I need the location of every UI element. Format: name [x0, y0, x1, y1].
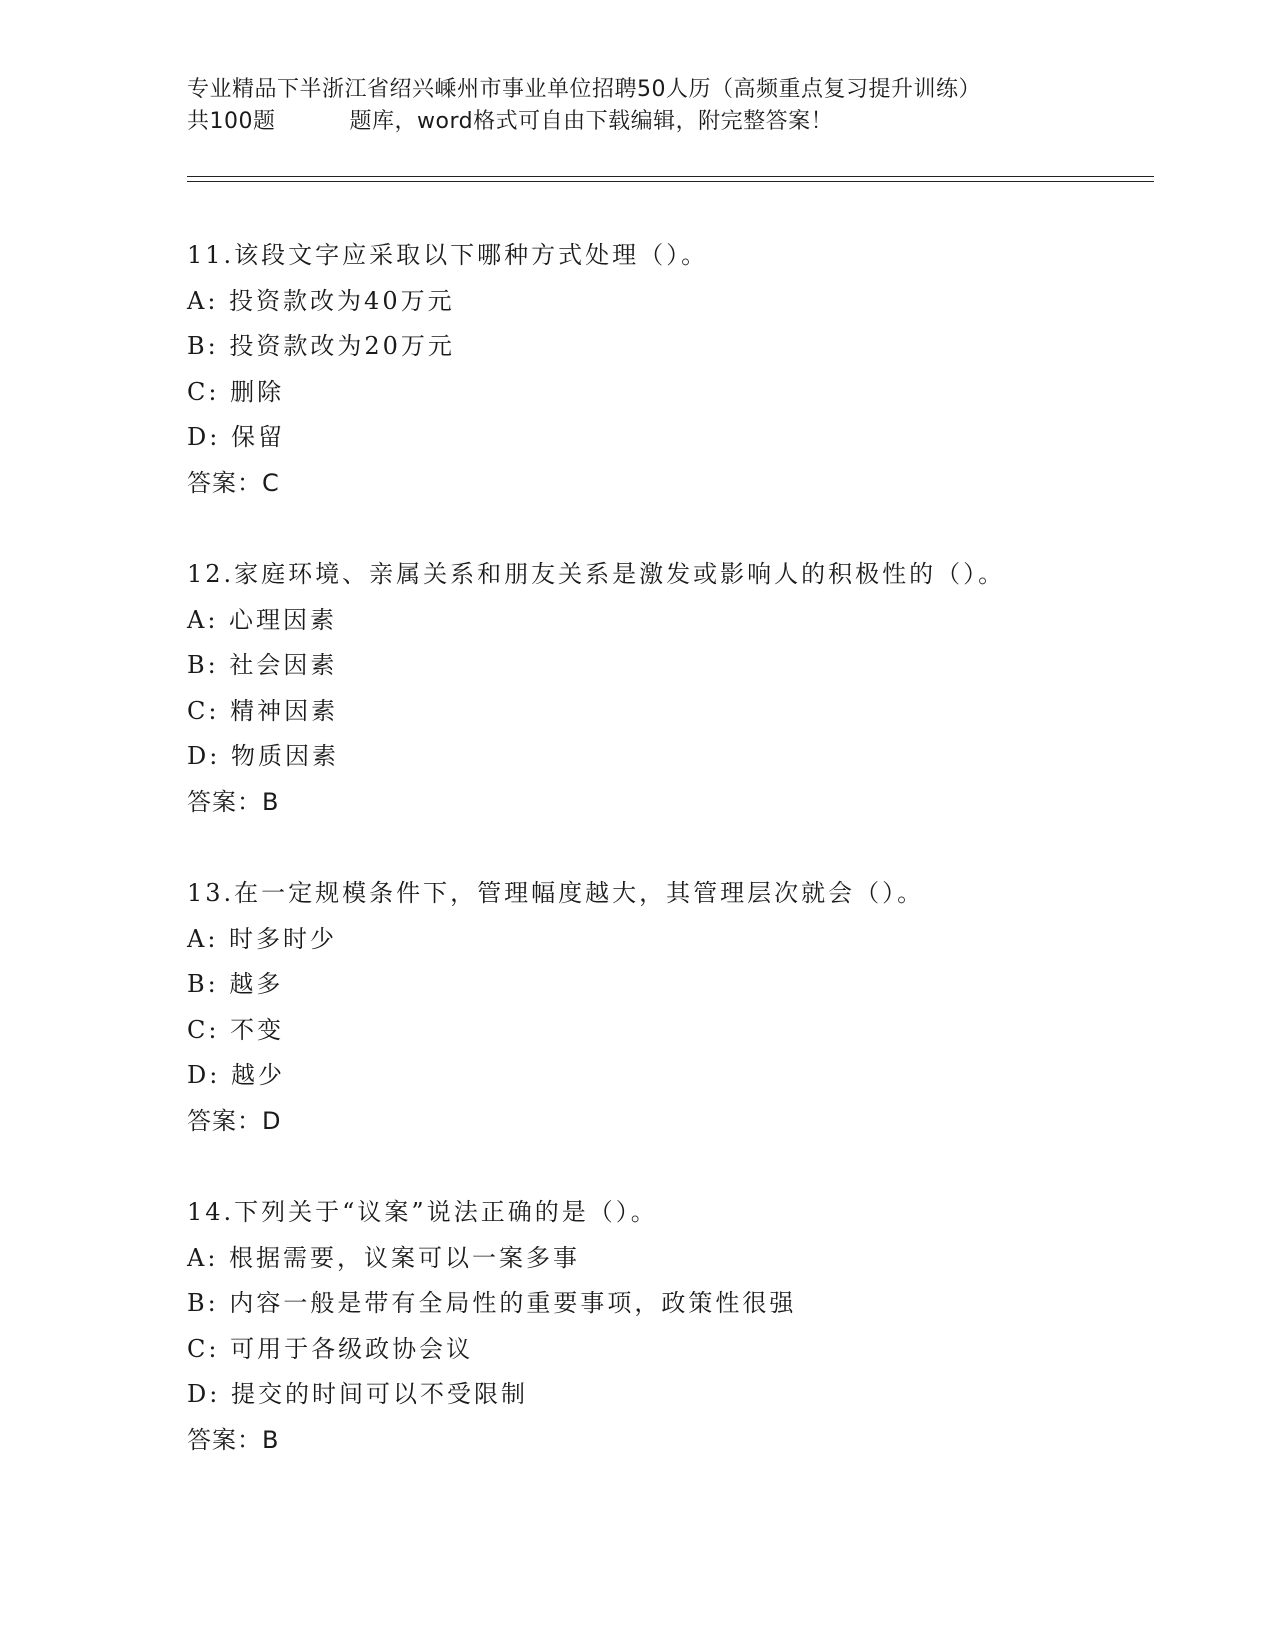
option-c: C: 精神因素	[187, 696, 339, 725]
question-stem: 14.下列关于“议案”说法正确的是（）。	[187, 1198, 658, 1226]
option-b: B: 内容一般是带有全局性的重要事项，政策性很强	[187, 1289, 797, 1317]
header-title-line: 专业精品下半浙江省绍兴嵊州市事业单位招聘50人历（高频重点复习提升训练）	[187, 77, 981, 102]
option-a: A: 时多时少	[187, 924, 338, 953]
option-b: B: 投资款改为20万元	[187, 332, 455, 360]
option-a: A: 根据需要，议案可以一案多事	[187, 1243, 581, 1272]
option-c: C: 不变	[187, 1015, 285, 1044]
option-d: D: 物质因素	[187, 742, 339, 770]
question-stem: 11.该段文字应采取以下哪种方式处理（）。	[187, 241, 709, 269]
option-d: D: 提交的时间可以不受限制	[187, 1380, 528, 1408]
option-b: B: 越多	[187, 970, 284, 998]
question-stem: 13.在一定规模条件下，管理幅度越大，其管理层次就会（）。	[187, 879, 925, 907]
answer-line: 答案：B	[187, 1425, 280, 1454]
option-d: D: 保留	[187, 423, 285, 451]
question-stem: 12.家庭环境、亲属关系和朋友关系是激发或影响人的积极性的（）。	[187, 560, 1006, 588]
question-block	[187, 233, 1147, 506]
header-divider-top	[187, 176, 1154, 177]
question-block	[187, 1190, 1147, 1463]
question-block	[187, 552, 1147, 825]
option-b: B: 社会因素	[187, 651, 338, 679]
option-c: C: 删除	[187, 377, 285, 406]
answer-line: 答案：D	[187, 1106, 282, 1135]
answer-line: 答案：B	[187, 787, 280, 816]
header-divider-bottom	[187, 181, 1154, 182]
header-description: 题库，word格式可自由下载编辑，附完整答案！	[349, 109, 834, 134]
option-c: C: 可用于各级政协会议	[187, 1334, 474, 1363]
option-a: A: 心理因素	[187, 605, 338, 634]
document-header	[187, 74, 1087, 138]
question-block	[187, 871, 1147, 1144]
option-a: A: 投资款改为40万元	[187, 286, 455, 315]
header-subtitle-line	[187, 106, 1087, 138]
answer-line: 答案：C	[187, 468, 280, 497]
option-d: D: 越少	[187, 1061, 285, 1089]
header-question-count: 共100题	[187, 109, 276, 134]
